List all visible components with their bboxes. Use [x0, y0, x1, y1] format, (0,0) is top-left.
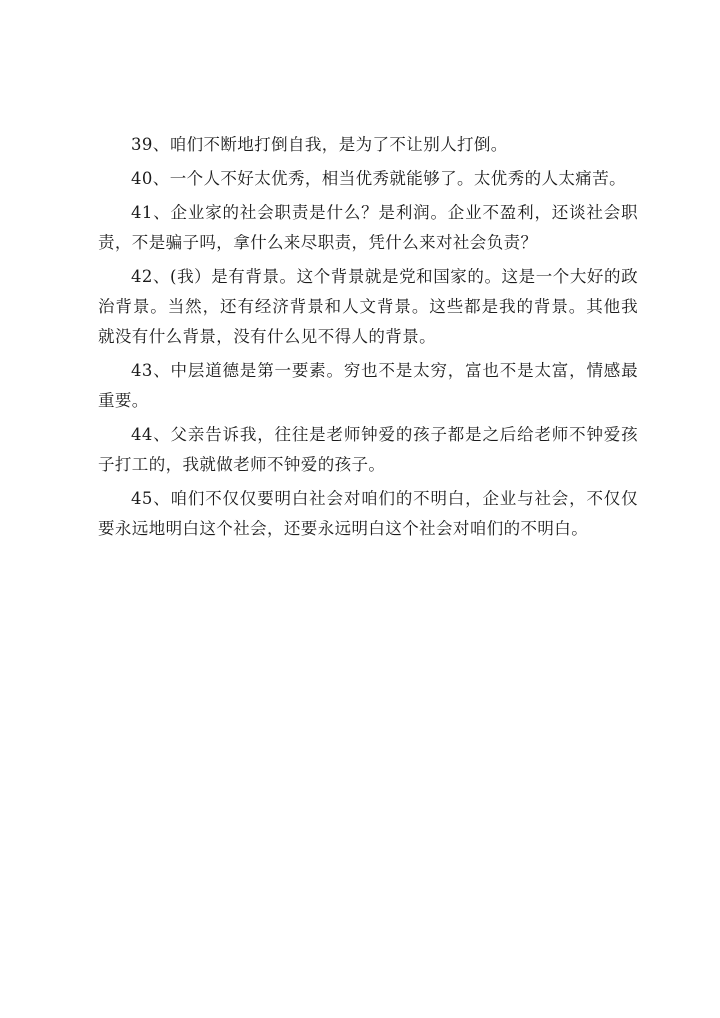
paragraph-39: 39、咱们不断地打倒自我，是为了不让别人打倒。 — [131, 135, 508, 154]
paragraph-42: 42、(我）是有背景。这个背景就是党和国家的。这是一个大好的政治背景。当然，还有经济背景和人文背景。这些都是我的背景。其他我就没有什么背景，没有什么见不得人的背景。 — [98, 267, 638, 346]
paragraph-40: 40、一个人不好太优秀，相当优秀就能够了。太优秀的人太痛苦。 — [131, 169, 626, 188]
paragraph-41: 41、企业家的社会职责是什么？是利润。企业不盈利，还谈社会职责，不是骗子吗，拿什么来尽职责，凭什么来对社会负责？ — [98, 203, 638, 252]
paragraph-43: 43、中层道德是第一要素。穷也不是太穷，富也不是太富，情感最重要。 — [98, 361, 638, 410]
paragraph-45: 45、咱们不仅仅要明白社会对咱们的不明白，企业与社会，不仅仅要永远地明白这个社会，还要永远明白这个社会对咱们的不明白。 — [98, 489, 638, 538]
document-body — [98, 130, 638, 548]
paragraph-44: 44、父亲告诉我，往往是老师钟爱的孩子都是之后给老师不钟爱孩子打工的，我就做老师不钟爱的孩子。 — [98, 425, 638, 474]
